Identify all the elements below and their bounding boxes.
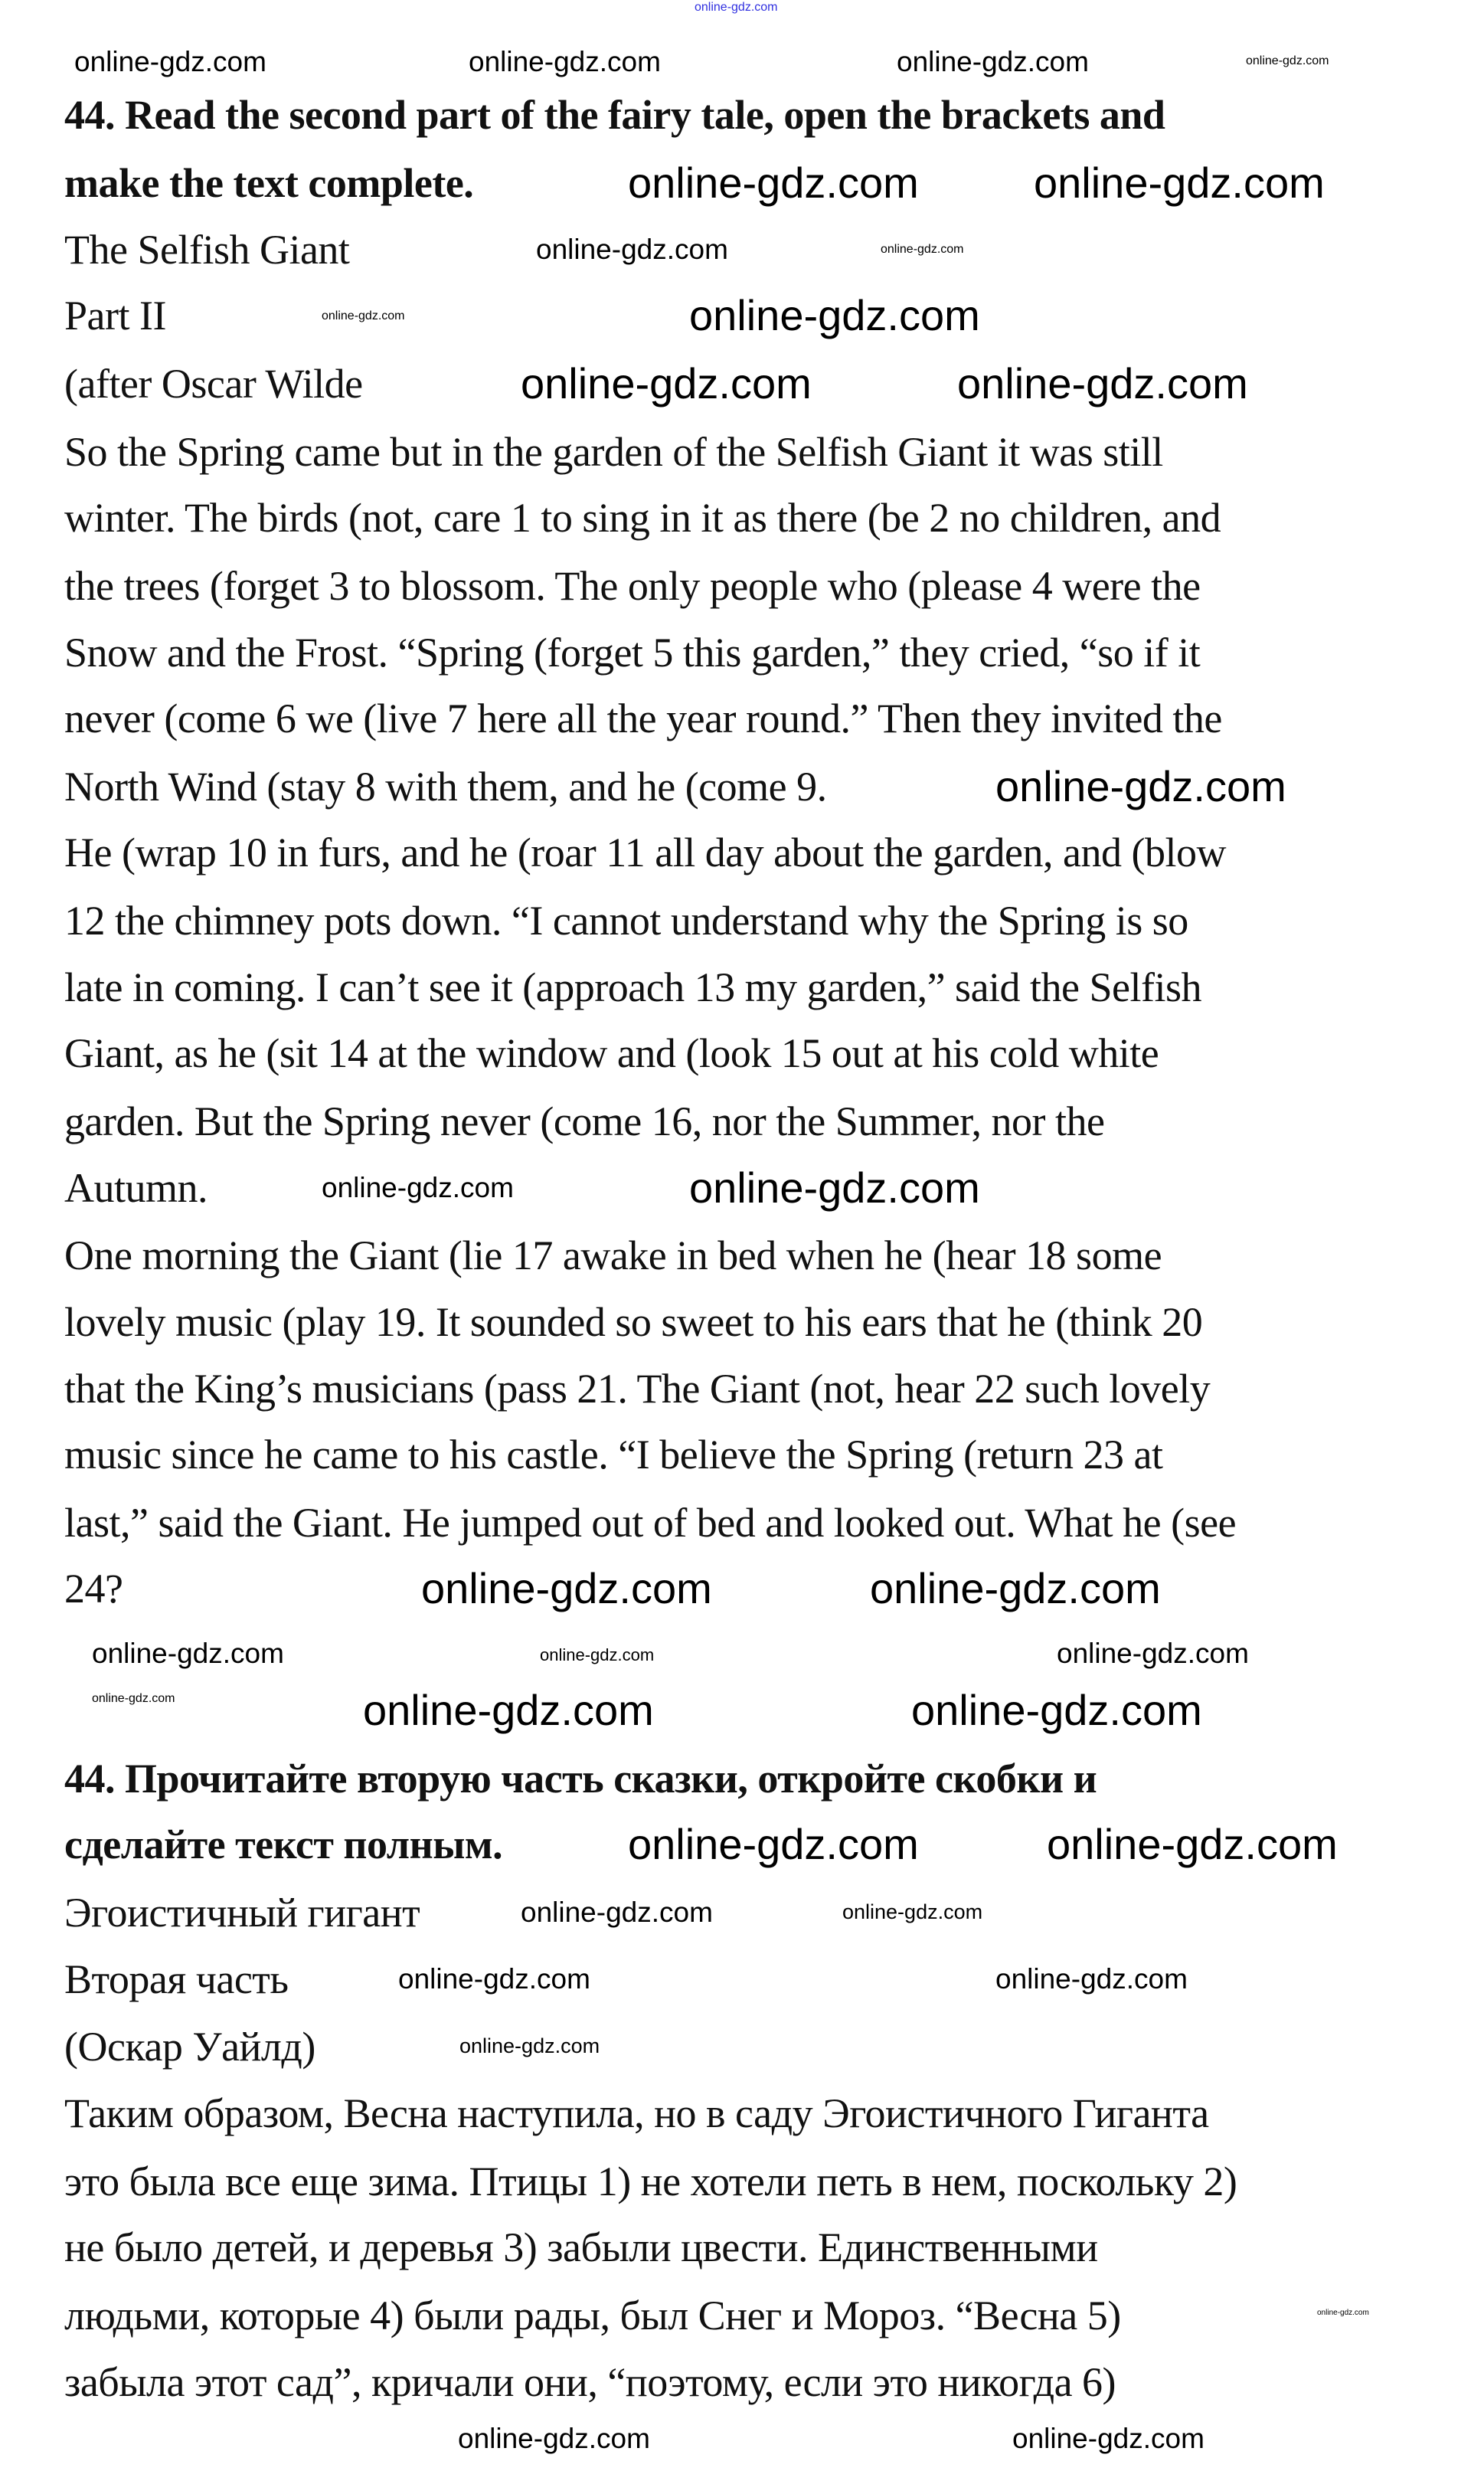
watermark: online-gdz.com xyxy=(870,1564,1161,1612)
story-title: The Selfish Giant xyxy=(64,227,350,273)
text-line: Snow and the Frost. “Spring (forget 5 this garden,” they cried, “so if it xyxy=(64,630,1201,676)
text-line: last,” said the Giant. He jumped out of bed and looked out. What he (see xyxy=(64,1500,1237,1546)
story-author-ru: (Оскар Уайлд) xyxy=(64,2024,315,2070)
watermark: online-gdz.com xyxy=(995,1963,1188,1995)
watermark: online-gdz.com xyxy=(536,234,728,265)
watermark: online-gdz.com xyxy=(1012,2423,1205,2454)
exercise-heading-ru: сделайте текст полным. xyxy=(64,1821,503,1867)
watermark: online-gdz.com xyxy=(1047,1820,1338,1868)
watermark: online-gdz.com xyxy=(398,1963,590,1995)
watermark: online-gdz.com xyxy=(521,359,812,407)
watermark: online-gdz.com xyxy=(469,46,661,77)
watermark: online-gdz.com xyxy=(363,1686,654,1734)
story-title-ru: Эгоистичный гигант xyxy=(64,1890,420,1936)
text-line-ru: Таким образом, Весна наступила, но в саду Эгоистичного Гиганта xyxy=(64,2090,1209,2136)
text-line: garden. But the Spring never (come 16, nor the Summer, nor the xyxy=(64,1098,1105,1144)
text-line: 12 the chimney pots down. “I cannot understand why the Spring is so xyxy=(64,898,1188,944)
text-line: Giant, as he (sit 14 at the window and (look 15 out at his cold white xyxy=(64,1030,1159,1076)
text-line: Autumn. xyxy=(64,1165,208,1211)
watermark: online-gdz.com xyxy=(458,2423,650,2454)
text-line: music since he came to his castle. “I believe the Spring (return 23 at xyxy=(64,1432,1163,1478)
watermark: online-gdz.com xyxy=(842,1900,983,1923)
text-line: lovely music (play 19. It sounded so sweet to his ears that he (think 20 xyxy=(64,1299,1203,1345)
watermark: online-gdz.com xyxy=(74,46,266,77)
text-line: never (come 6 we (live 7 here all the year round.” Then they invited the xyxy=(64,695,1222,741)
watermark: online-gdz.com xyxy=(995,762,1286,810)
watermark: online-gdz.com xyxy=(1246,54,1329,67)
text-line-ru: людьми, которые 4) были рады, был Снег и Мороз. “Весна 5) xyxy=(64,2293,1121,2338)
text-line: North Wind (stay 8 with them, and he (come 9. xyxy=(64,764,827,810)
text-line-ru: не было детей, и деревья 3) забыли цвести. Единственными xyxy=(64,2224,1098,2270)
text-line: So the Spring came but in the garden of the Selfish Giant it was still xyxy=(64,429,1163,475)
watermark: online-gdz.com xyxy=(1317,2309,1369,2317)
story-part-ru: Вторая часть xyxy=(64,1956,289,2002)
watermark: online-gdz.com xyxy=(695,1,778,14)
watermark: online-gdz.com xyxy=(92,1692,175,1705)
watermark: online-gdz.com xyxy=(897,46,1089,77)
watermark: online-gdz.com xyxy=(911,1686,1202,1734)
watermark: online-gdz.com xyxy=(1057,1638,1249,1669)
text-line-ru: забыла этот сад”, кричали они, “поэтому, если это никогда 6) xyxy=(64,2359,1116,2405)
text-line: One morning the Giant (lie 17 awake in bed when he (hear 18 some xyxy=(64,1232,1162,1278)
watermark: online-gdz.com xyxy=(521,1897,713,1928)
exercise-heading-ru: 44. Прочитайте вторую часть сказки, откройте скобки и xyxy=(64,1756,1097,1802)
text-line-ru: это была все еще зима. Птицы 1) не хотели петь в нем, поскольку 2) xyxy=(64,2158,1237,2204)
watermark: online-gdz.com xyxy=(540,1645,655,1664)
watermark: online-gdz.com xyxy=(459,2034,600,2057)
story-part: Part II xyxy=(64,293,166,339)
text-line: that the King’s musicians (pass 21. The Giant (not, hear 22 such lovely xyxy=(64,1366,1211,1412)
watermark: online-gdz.com xyxy=(1034,159,1325,207)
watermark: online-gdz.com xyxy=(322,1172,514,1203)
exercise-heading: 44. Read the second part of the fairy tale, open the brackets and xyxy=(64,92,1165,138)
text-line: He (wrap 10 in furs, and he (roar 11 all day about the garden, and (blow xyxy=(64,830,1226,875)
watermark: online-gdz.com xyxy=(421,1564,712,1612)
text-line: late in coming. I can’t see it (approach 13 my garden,” said the Selfish xyxy=(64,964,1202,1010)
watermark: online-gdz.com xyxy=(322,309,405,322)
story-author: (after Oscar Wilde xyxy=(64,361,363,407)
watermark: online-gdz.com xyxy=(957,359,1248,407)
text-line: winter. The birds (not, care 1 to sing in it as there (be 2 no children, and xyxy=(64,495,1221,541)
watermark: online-gdz.com xyxy=(689,291,980,339)
watermark: online-gdz.com xyxy=(628,159,919,207)
text-line: 24? xyxy=(64,1566,123,1612)
exercise-heading: make the text complete. xyxy=(64,160,474,206)
text-line: the trees (forget 3 to blossom. The only people who (please 4 were the xyxy=(64,563,1201,609)
watermark: online-gdz.com xyxy=(628,1820,919,1868)
watermark: online-gdz.com xyxy=(881,243,964,256)
watermark: online-gdz.com xyxy=(92,1638,284,1669)
watermark: online-gdz.com xyxy=(689,1163,980,1212)
